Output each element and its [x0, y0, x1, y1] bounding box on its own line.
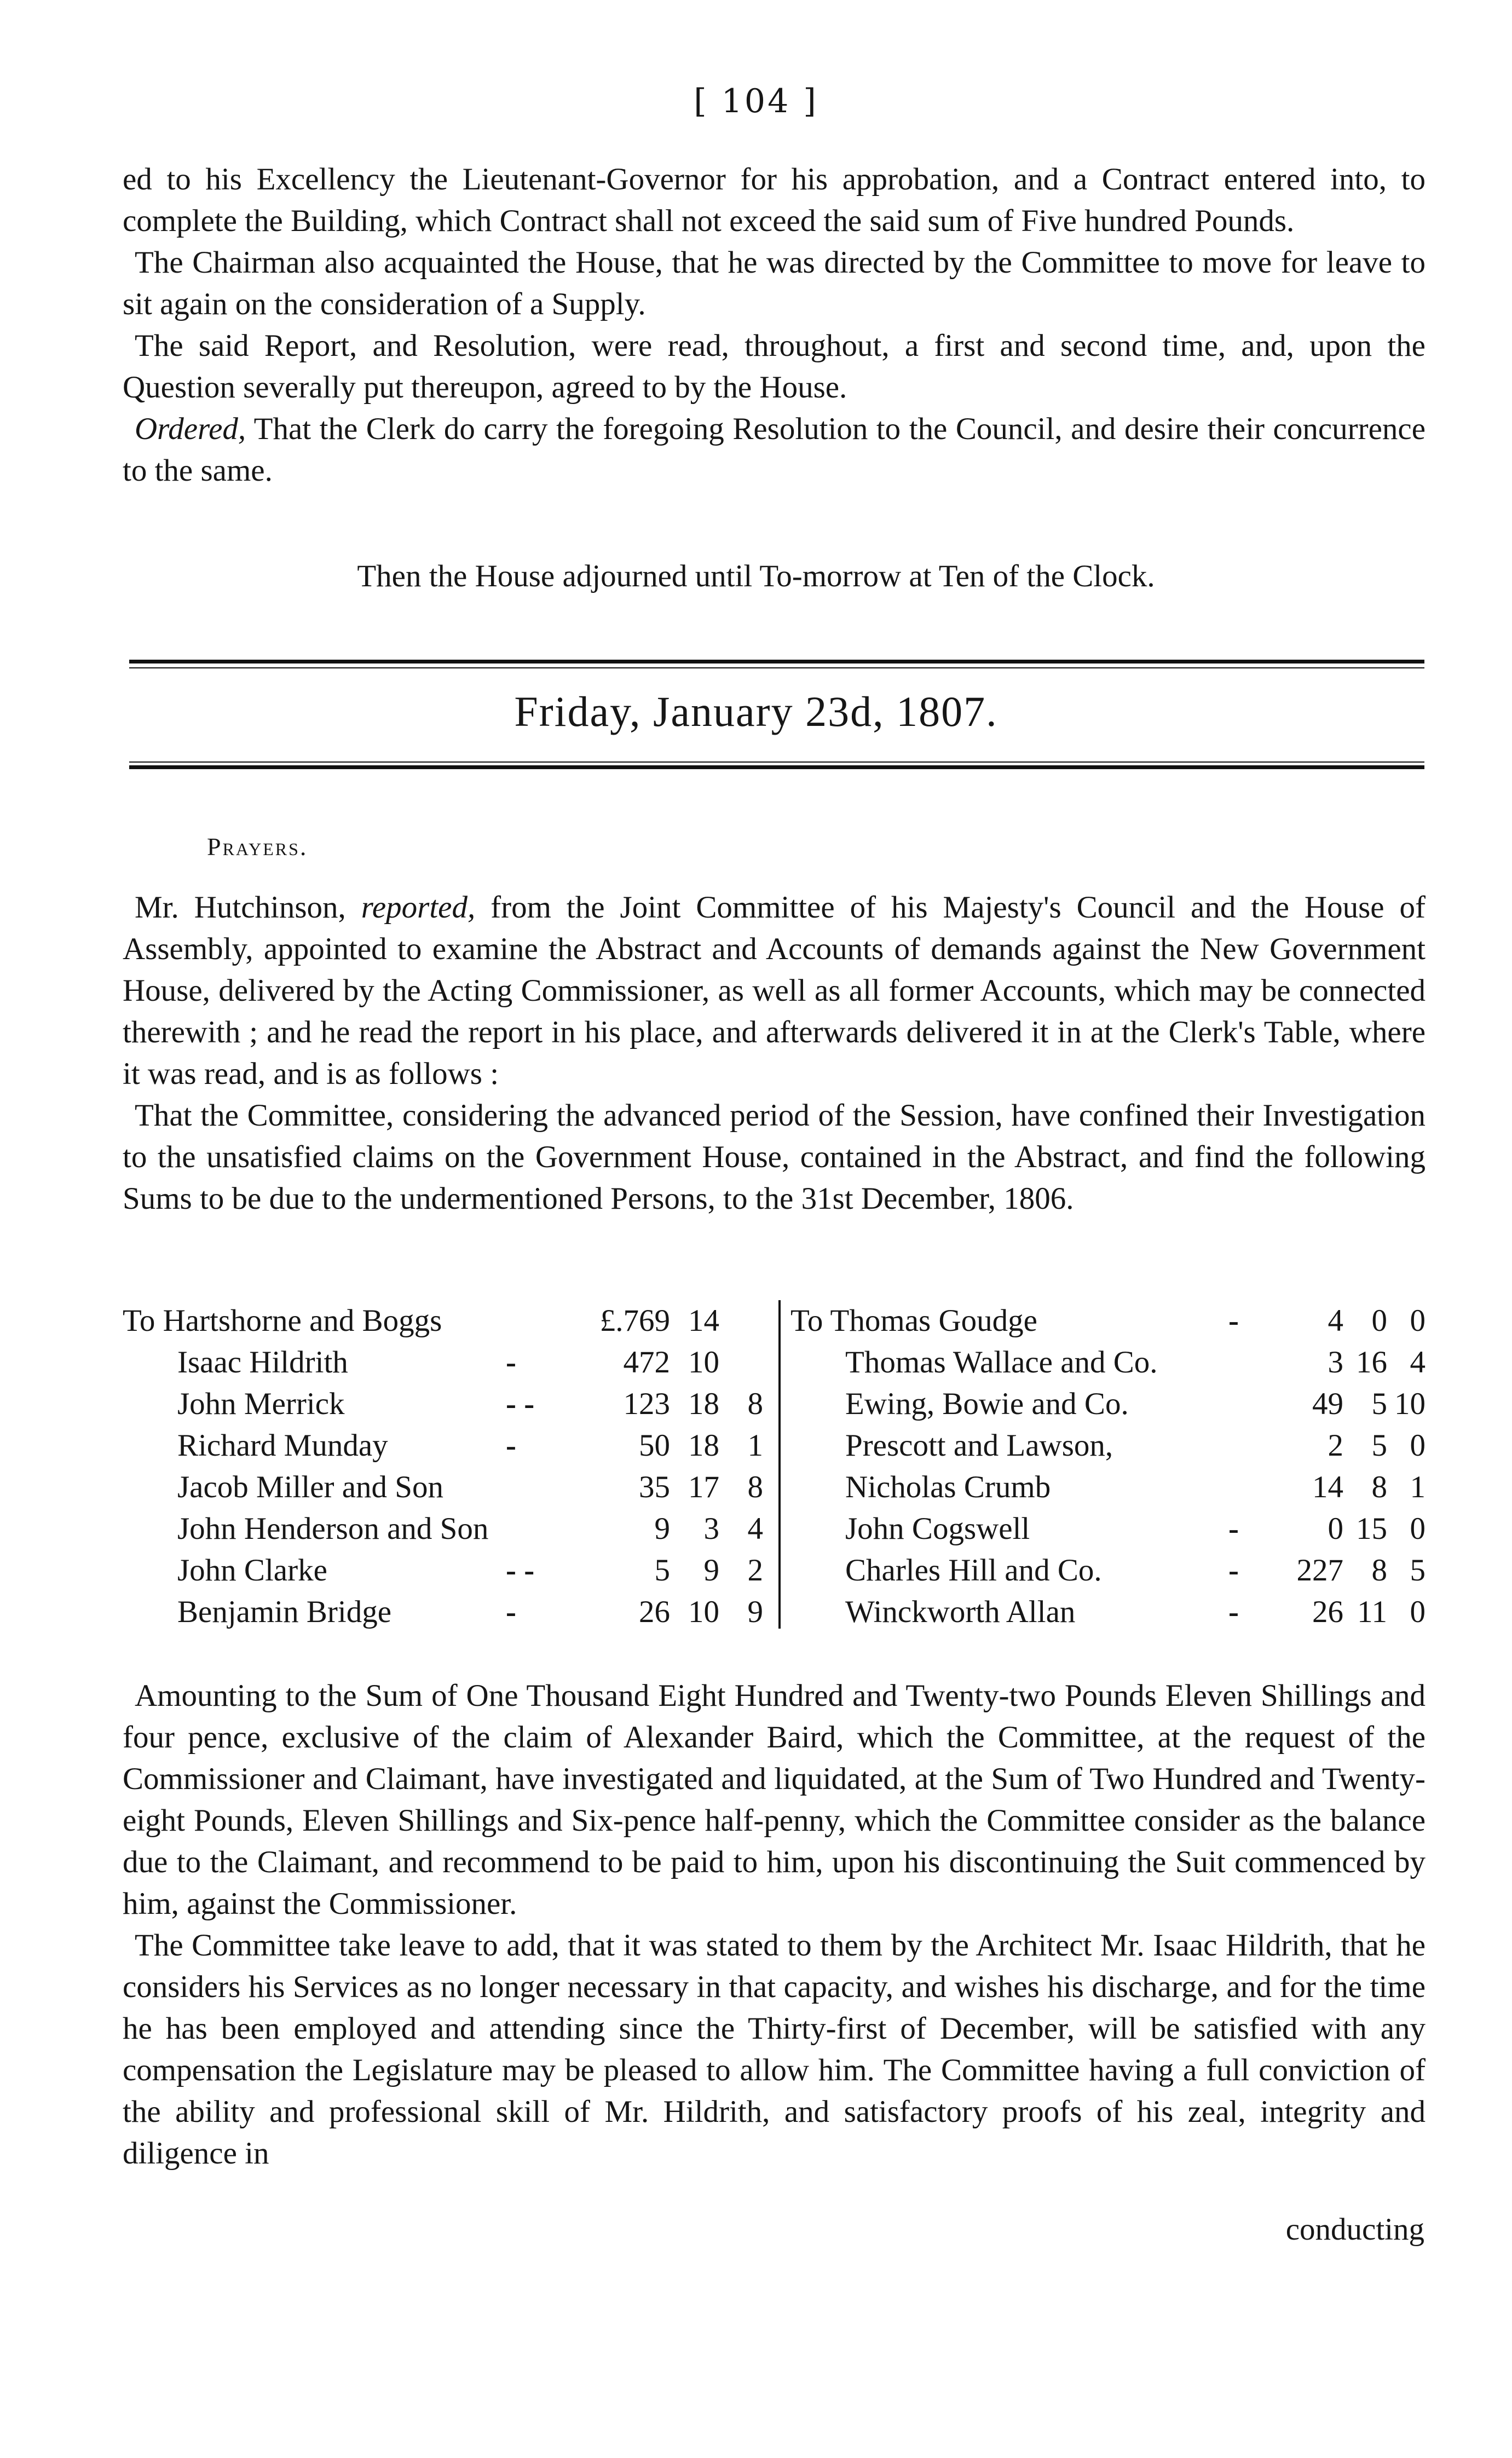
- account-shillings: 17: [688, 1470, 719, 1504]
- closing-text: [123, 1675, 1426, 2174]
- report-text: [123, 887, 1426, 1220]
- account-pence: 1: [747, 1428, 763, 1463]
- account-shillings: 10: [688, 1595, 719, 1629]
- leader-dots: - -: [506, 1387, 535, 1421]
- account-pounds: 9: [654, 1511, 670, 1546]
- account-shillings: 18: [688, 1387, 719, 1421]
- account-name: Thomas Wallace and Co.: [845, 1345, 1158, 1380]
- account-shillings: 16: [1356, 1345, 1387, 1380]
- account-shillings: 0: [1371, 1303, 1387, 1338]
- opening-text: [123, 159, 1426, 492]
- account-name: John Clarke: [177, 1553, 327, 1588]
- divider-rule: [129, 765, 1424, 769]
- account-shillings: 5: [1371, 1387, 1387, 1421]
- account-shillings: 14: [688, 1303, 719, 1338]
- account-name: John Henderson and Son: [177, 1511, 489, 1546]
- account-pounds: £.769: [599, 1303, 670, 1338]
- account-name: Richard Munday: [177, 1428, 388, 1463]
- account-pounds: 2: [1328, 1428, 1343, 1463]
- account-row: [790, 1467, 1426, 1508]
- report-intro-start: Mr. Hutchinson,: [135, 890, 361, 925]
- account-pence: 2: [747, 1553, 763, 1588]
- account-pounds: 123: [623, 1387, 670, 1421]
- account-pounds: 3: [1328, 1345, 1343, 1380]
- account-name: Charles Hill and Co.: [845, 1553, 1102, 1588]
- divider-rule: [129, 761, 1424, 763]
- account-row: [123, 1467, 769, 1508]
- account-row: [123, 1342, 769, 1383]
- column-divider: [778, 1300, 781, 1629]
- paragraph: That the Committee, considering the advanced period of the Session, have confined their Investigation to the unsatisfied claims on the Government House, contained in the Abstract, and find the following Sums to be due to the undermentioned Persons, to the 31st December, 1806.: [123, 1098, 1426, 1216]
- date-heading: Friday, January 23d, 1807.: [514, 688, 998, 735]
- page-number: [ 104 ]: [694, 82, 818, 120]
- account-name: To Thomas Goudge: [790, 1303, 1037, 1338]
- paragraph: The said Report, and Resolution, were read, throughout, a first and second time, and, upon the Question severally put thereupon, agreed to by the House.: [123, 328, 1426, 405]
- account-name: John Merrick: [177, 1387, 345, 1421]
- account-pence: 8: [747, 1470, 763, 1504]
- account-shillings: 8: [1371, 1470, 1387, 1504]
- account-pounds: 50: [639, 1428, 670, 1463]
- account-pounds: 4: [1328, 1303, 1343, 1338]
- account-pounds: 227: [1296, 1553, 1343, 1588]
- account-pounds: 14: [1312, 1470, 1343, 1504]
- account-row: [123, 1508, 769, 1550]
- account-name: Benjamin Bridge: [177, 1595, 392, 1629]
- account-name: Ewing, Bowie and Co.: [845, 1387, 1129, 1421]
- account-pounds: 26: [639, 1595, 670, 1629]
- account-name: Winckworth Allan: [845, 1595, 1076, 1629]
- leader-dots: -: [506, 1595, 516, 1629]
- account-name: Jacob Miller and Son: [177, 1470, 444, 1504]
- account-pounds: 49: [1312, 1387, 1343, 1421]
- account-pence: 4: [747, 1511, 763, 1546]
- account-pence: 9: [747, 1595, 763, 1629]
- divider-rule: [129, 660, 1424, 663]
- account-row: [123, 1383, 769, 1425]
- account-row: [123, 1591, 769, 1633]
- account-name: To Hartshorne and Boggs: [123, 1303, 442, 1338]
- catchword: conducting: [1285, 2212, 1424, 2247]
- account-shillings: 9: [703, 1553, 719, 1588]
- account-row: [790, 1342, 1426, 1383]
- account-row: [790, 1425, 1426, 1467]
- account-row: [790, 1383, 1426, 1425]
- account-shillings: 11: [1357, 1595, 1387, 1629]
- accounts-table: [123, 1300, 1426, 1629]
- reported-word: reported,: [361, 890, 476, 925]
- leader-dots: -: [506, 1428, 516, 1463]
- account-row: [123, 1425, 769, 1467]
- account-shillings: 3: [703, 1511, 719, 1546]
- account-shillings: 15: [1356, 1511, 1387, 1546]
- report-intro: [123, 887, 1426, 1095]
- paragraph: Amounting to the Sum of One Thousand Eight Hundred and Twenty-two Pounds Eleven Shillings and four pence, exclusive of the claim of Alexander Baird, which the Committee, at the request of the Commissioner and Claimant, have investigated and liquidated, at the Sum of Two Hundred and Twenty-eight Pounds, Eleven Shillings and Six-pence half-penny, which the Committee consider as the balance due to the Claimant, and recommend to be paid to him, upon his discontinuing the Suit commenced by him, against the Commissioner.: [123, 1678, 1426, 1921]
- account-name: Nicholas Crumb: [845, 1470, 1051, 1504]
- account-pounds: 5: [654, 1553, 670, 1588]
- ordered-paragraph: [123, 408, 1426, 492]
- account-pounds: 472: [623, 1345, 670, 1380]
- account-pounds: 26: [1312, 1595, 1343, 1629]
- accounts-right-column: [790, 1300, 1426, 1633]
- account-pence: 0: [1410, 1428, 1426, 1463]
- adjournment-line: Then the House adjourned until To-morrow at Ten of the Clock.: [357, 559, 1155, 593]
- divider-rule: [129, 667, 1424, 668]
- account-pence: 1: [1410, 1470, 1426, 1504]
- account-row: [123, 1300, 769, 1342]
- leader-dots: - -: [506, 1553, 535, 1588]
- account-pence: 0: [1410, 1303, 1426, 1338]
- account-row: [123, 1550, 769, 1591]
- account-shillings: 10: [688, 1345, 719, 1380]
- account-pounds: 0: [1328, 1511, 1343, 1546]
- account-pounds: 35: [639, 1470, 670, 1504]
- paragraph: ed to his Excellency the Lieutenant-Governor for his approbation, and a Contract entered into, to complete the Building, which Contract shall not exceed the said sum of Five hundred Pounds.: [123, 162, 1426, 238]
- account-pence: 0: [1410, 1511, 1426, 1546]
- report-intro-rest: from the Joint Committee of his Majesty's Council and the House of Assembly, appointed to examine the Abstract and Accounts of demands against the New Government House, delivered by the Acting Commissioner, as well as all former Accounts, which may be connected therewith ; and he read the report in his place, and afterwards delivered it in at the Clerk's Table, where it was read, and is as follows :: [123, 890, 1426, 1091]
- paragraph: The Committee take leave to add, that it was stated to them by the Architect Mr. Isaac Hildrith, that he considers his Services as no longer necessary in that capacity, and wishes his discharge, and for the time he has been employed and attending since the Thirty-first of December, will be satisfied with any compensation the Legislature may be pleased to allow him. The Committee having a full conviction of the ability and professional skill of Mr. Hildrith, and satisfactory proofs of his zeal, integrity and diligence in: [123, 1928, 1426, 2171]
- ordered-word: Ordered,: [135, 412, 246, 446]
- account-shillings: 5: [1371, 1428, 1387, 1463]
- account-row: [790, 1591, 1426, 1633]
- leader-dots: -: [1228, 1595, 1239, 1629]
- account-name: Isaac Hildrith: [177, 1345, 348, 1380]
- prayers-heading: Prayers.: [207, 833, 308, 861]
- paragraph: The Chairman also acquainted the House, that he was directed by the Committee to move for leave to sit again on the consideration of a Supply.: [123, 245, 1426, 321]
- account-pence: 4: [1410, 1345, 1426, 1380]
- account-pence: 8: [747, 1387, 763, 1421]
- account-name: John Cogswell: [845, 1511, 1030, 1546]
- account-shillings: 18: [688, 1428, 719, 1463]
- account-pence: 5: [1410, 1553, 1426, 1588]
- leader-dots: -: [1228, 1511, 1239, 1546]
- account-row: [790, 1300, 1426, 1342]
- account-pence: 0: [1410, 1595, 1426, 1629]
- account-row: [790, 1508, 1426, 1550]
- leader-dots: -: [1228, 1303, 1239, 1338]
- account-pence: 10: [1394, 1387, 1426, 1421]
- account-row: [790, 1550, 1426, 1591]
- ordered-text: That the Clerk do carry the foregoing Resolution to the Council, and desire their concurrence to the same.: [123, 412, 1426, 488]
- account-shillings: 8: [1371, 1553, 1387, 1588]
- accounts-left-column: [123, 1300, 769, 1633]
- leader-dots: -: [1228, 1553, 1239, 1588]
- account-name: Prescott and Lawson,: [845, 1428, 1113, 1463]
- leader-dots: -: [506, 1345, 516, 1380]
